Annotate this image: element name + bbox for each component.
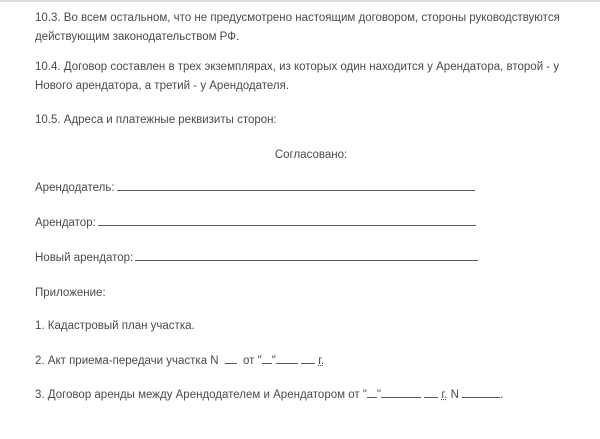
year-suffix: г. [318,355,325,367]
clause-10-3 [35,9,575,47]
number-label: N [450,389,459,401]
page-top-border [0,0,600,2]
appendix-item-text: 2. Акт приема-передачи участка N [35,355,219,367]
day-field[interactable] [367,386,377,398]
from-label: от " [243,355,262,367]
year-field[interactable] [424,386,438,398]
signature-row-tenant [35,213,476,232]
clause-line: Нового арендатора, а третий - у Арендодателя. [35,80,290,92]
signature-label: Новый арендатор: [35,252,134,264]
clause-10-5 [35,111,575,130]
day-field[interactable] [262,352,272,364]
quote-close: " [271,355,276,367]
end-period: . [500,389,504,401]
signature-row-landlord [35,178,475,197]
appendix-item-3 [35,386,575,405]
clause-10-4 [35,58,575,96]
month-field[interactable] [276,352,298,364]
appendix-item-text: 3. Договор аренды между Арендодателем и Арендатором от " [35,389,367,401]
appendix-item-1: 1. Кадастровый план участка. [35,320,195,332]
agreed-heading: Согласовано: [274,149,348,161]
signature-field-new-tenant[interactable] [135,248,478,261]
contract-number-field[interactable] [462,386,500,398]
clause-line: 10.3. Во всем остальном, что не предусмотрено настоящим договором, стороны руководствуются [35,12,560,24]
year-suffix: г. [441,389,448,401]
signature-field-landlord[interactable] [117,178,475,191]
quote-close: " [376,389,382,401]
year-field[interactable] [301,352,315,364]
appendix-heading: Приложение: [35,287,106,299]
signature-label: Арендодатель: [35,182,115,194]
month-field[interactable] [381,386,421,398]
signature-label: Арендатор: [35,217,96,229]
clause-line: 10.4. Договор составлен в трех экземплярах, из которых один находится у Арендатора, второй - у [35,61,560,73]
signature-field-tenant[interactable] [98,213,476,226]
act-number-field[interactable] [225,352,237,364]
signature-row-new-tenant [35,248,478,267]
clause-line: 10.5. Адреса и платежные реквизиты сторон: [35,114,277,126]
appendix-item-2 [35,352,575,371]
clause-line: действующим законодательством РФ. [35,31,240,43]
